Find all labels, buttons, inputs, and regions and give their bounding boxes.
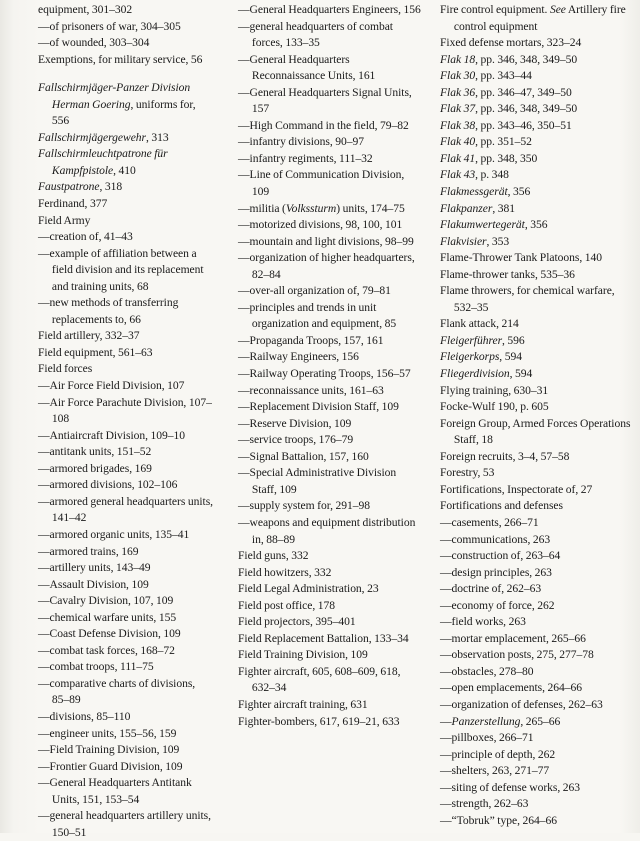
index-entry: Focke-Wulf 190, p. 605 [440, 400, 549, 414]
index-column-1 [38, 2, 214, 841]
index-entry: —armored organic units, 135–41 [38, 527, 190, 541]
index-entry: Flak 30, pp. 343–44 [440, 69, 532, 83]
index-entry: —organization of higher headquarters, 82–84 [238, 251, 415, 281]
index-entry: Flame-thrower tanks, 535–36 [440, 267, 575, 281]
index-entry: —General Headquarters Signal Units, 157 [238, 85, 412, 116]
index-entry: —artillery units, 143–49 [38, 561, 151, 575]
index-entry: Fighter-bombers, 617, 619–21, 633 [238, 714, 400, 728]
index-entry: —construction of, 263–64 [440, 549, 561, 563]
index-entry: Field Army [38, 213, 91, 227]
index-entry: —casements, 266–71 [440, 515, 539, 529]
index-entry: —General Headquarters Reconnaissance Units, 161 [238, 52, 376, 83]
index-entry: —new methods of transferring replacements to, 66 [38, 296, 179, 326]
index-entry: equipment, 301–302 [38, 3, 133, 16]
index-entry: Field Training Division, 109 [238, 648, 368, 662]
index-entry: —motorized divisions, 98, 100, 101 [238, 218, 403, 232]
index-entry: —armored general headquarters units, 141–42 [38, 494, 213, 525]
index-entry: —Railway Operating Troops, 156–57 [238, 367, 411, 381]
index-entry: Ferdinand, 377 [38, 197, 108, 211]
index-entry: Flak 40, pp. 351–52 [440, 135, 532, 149]
index-entry: —infantry regiments, 111–32 [238, 151, 373, 165]
index-entry: —General Headquarters Engineers, 156 [238, 3, 421, 16]
index-entry: —chemical warfare units, 155 [38, 610, 177, 624]
index-entry: —combat task forces, 168–72 [38, 643, 175, 657]
index-entry: Field projectors, 395–401 [238, 615, 356, 629]
index-entry: —principles and trends in unit organization and equipment, 85 [238, 300, 397, 331]
index-entry: —observation posts, 275, 277–78 [440, 648, 594, 662]
index-entry: —mortar emplacement, 265–66 [440, 631, 586, 645]
index-entry: —comparative charts of divisions, 85–89 [38, 676, 196, 707]
index-entry: —supply system for, 291–98 [238, 499, 370, 513]
index-entry: Exemptions, for military service, 56 [38, 52, 203, 66]
index-entry: Flame-Thrower Tank Platoons, 140 [440, 251, 602, 265]
index-entry: —General Headquarters Antitank Units, 151, 153–54 [38, 776, 192, 806]
index-entry: —general headquarters of combat forces, 133–35 [238, 19, 393, 50]
index-entry: —divisions, 85–110 [38, 709, 131, 723]
index-entry: —Cavalry Division, 107, 109 [38, 594, 174, 608]
index-entry: Fallschirmjägergewehr, 313 [38, 130, 169, 144]
index-entry: Field artillery, 332–37 [38, 329, 140, 343]
index-entry: —design principles, 263 [440, 565, 552, 579]
index-entry: —obstacles, 278–80 [440, 664, 534, 678]
index-entry: Field Replacement Battalion, 133–34 [238, 631, 409, 645]
index-entry: Flak 36, pp. 346–47, 349–50 [440, 85, 572, 99]
index-entry: Flak 18, pp. 346, 348, 349–50 [440, 52, 578, 66]
index-entry: Field howitzers, 332 [238, 565, 332, 579]
index-entry: —economy of force, 262 [440, 598, 555, 612]
index-entry: —Railway Engineers, 156 [238, 350, 359, 364]
index-entry: Fallschirmjäger-Panzer Division Herman Goering, uniforms for, 556 [38, 81, 196, 128]
index-entry: —Propaganda Troops, 157, 161 [238, 333, 384, 347]
index-entry: Field post office, 178 [238, 598, 335, 612]
index-entry: Flakvisier, 353 [440, 234, 510, 248]
index-entry: —service troops, 176–79 [238, 433, 354, 447]
index-entry: Field forces [38, 362, 93, 376]
index-entry: Field equipment, 561–63 [38, 345, 153, 359]
index-column-3 [440, 2, 636, 829]
index-entry: —Coast Defense Division, 109 [38, 627, 181, 641]
index-entry: —doctrine of, 262–63 [440, 582, 542, 596]
index-entry: Fortifications, Inspectorate of, 27 [440, 482, 593, 496]
index-entry: —armored brigades, 169 [38, 461, 152, 475]
index-entry: —engineer units, 155–56, 159 [38, 726, 177, 740]
index-entry: Flakpanzer, 381 [440, 201, 515, 215]
index-entry: —militia (Volkssturm) units, 174–75 [238, 201, 405, 215]
index-entry: —shelters, 263, 271–77 [440, 764, 550, 778]
index-entry: —creation of, 41–43 [38, 230, 133, 244]
index-entry: Fighter aircraft, 605, 608–609, 618, 632–34 [238, 664, 401, 695]
index-entry: —Replacement Division Staff, 109 [238, 400, 399, 414]
index-entry: —armored divisions, 102–106 [38, 478, 178, 492]
index-entry: Foreign recruits, 3–4, 57–58 [440, 449, 570, 463]
index-entry: Fixed defense mortars, 323–24 [440, 36, 582, 50]
index-entry: —general headquarters artillery units, 150–51 [38, 809, 211, 839]
index-entry: —principle of depth, 262 [440, 747, 556, 761]
index-entry: —antitank units, 151–52 [38, 445, 152, 459]
index-entry: —Special Administrative Division Staff, 109 [238, 466, 397, 496]
index-entry: —over-all organization of, 79–81 [238, 284, 391, 298]
index-entry: Fliegerdivision, 594 [440, 367, 533, 381]
index-entry: —strength, 262–63 [440, 797, 529, 811]
entry-gap [38, 68, 214, 80]
index-entry: —“Tobruk” type, 264–66 [440, 813, 557, 827]
index-entry: —Reserve Division, 109 [238, 416, 352, 430]
index-entry: —Signal Battalion, 157, 160 [238, 449, 369, 463]
index-entry: Forestry, 53 [440, 466, 495, 480]
index-entry: Flying training, 630–31 [440, 383, 549, 397]
index-entry: Fleigerkorps, 594 [440, 350, 522, 364]
index-entry: —Assault Division, 109 [38, 577, 149, 591]
index-entry: Flak 43, p. 348 [440, 168, 509, 182]
index-entry: —armored trains, 169 [38, 544, 139, 558]
index-entry: —Field Training Division, 109 [38, 743, 180, 757]
index-entry: —of prisoners of war, 304–305 [38, 19, 181, 33]
index-entry: Field guns, 332 [238, 549, 309, 563]
index-entry: Faustpatrone, 318 [38, 180, 123, 194]
index-entry: —Air Force Parachute Division, 107–108 [38, 395, 212, 426]
index-entry: —infantry divisions, 90–97 [238, 135, 364, 149]
index-entry: Fighter aircraft training, 631 [238, 697, 368, 711]
index-entry: —Frontier Guard Division, 109 [38, 759, 183, 773]
index-entry: —communications, 263 [440, 532, 551, 546]
index-entry: —weapons and equipment distribution in, 88–89 [238, 515, 416, 546]
index-entry: Flak 41, pp. 348, 350 [440, 151, 538, 165]
index-entry: —Air Force Field Division, 107 [38, 379, 185, 393]
index-entry: —open emplacements, 264–66 [440, 681, 583, 695]
index-entry: —High Command in the field, 79–82 [238, 118, 409, 132]
index-entry: —combat troops, 111–75 [38, 660, 154, 674]
index-entry: —example of affiliation between a field division and its replacement and training units, 68 [38, 246, 204, 293]
index-entry: Fortifications and defenses [440, 499, 563, 513]
index-entry: —field works, 263 [440, 615, 526, 629]
index-entry: —of wounded, 303–304 [38, 36, 150, 50]
index-entry: Fire control equipment. See Artillery fire control equipment [440, 3, 626, 33]
index-entry: Foreign Group, Armed Forces Operations Staff, 18 [440, 416, 631, 447]
index-entry: Flank attack, 214 [440, 317, 519, 331]
index-entry: —reconnaissance units, 161–63 [238, 383, 384, 397]
index-entry: —Line of Communication Division, 109 [238, 168, 405, 199]
index-entry: Flakumwertegerät, 356 [440, 218, 548, 232]
index-entry: Flakmessgerät, 356 [440, 185, 531, 199]
index-entry: Flak 37, pp. 346, 348, 349–50 [440, 102, 578, 116]
index-entry: Fallschirmleuchtpatrone für Kampfpistole, 410 [38, 147, 168, 177]
index-entry: Fleigerführer, 596 [440, 333, 525, 347]
index-entry: Flak 38, pp. 343–46, 350–51 [440, 118, 572, 132]
index-column-2 [238, 2, 422, 730]
index-entry: —mountain and light divisions, 98–99 [238, 234, 414, 248]
index-entry: —organization of defenses, 262–63 [440, 697, 603, 711]
index-entry: —Panzerstellung, 265–66 [440, 714, 561, 728]
index-entry: —Antiaircraft Division, 109–10 [38, 428, 185, 442]
index-entry: Field Legal Administration, 23 [238, 582, 379, 596]
index-entry: Flame throwers, for chemical warfare, 532–35 [440, 284, 615, 314]
index-entry: —siting of defense works, 263 [440, 780, 580, 794]
index-entry: —pillboxes, 266–71 [440, 731, 534, 745]
